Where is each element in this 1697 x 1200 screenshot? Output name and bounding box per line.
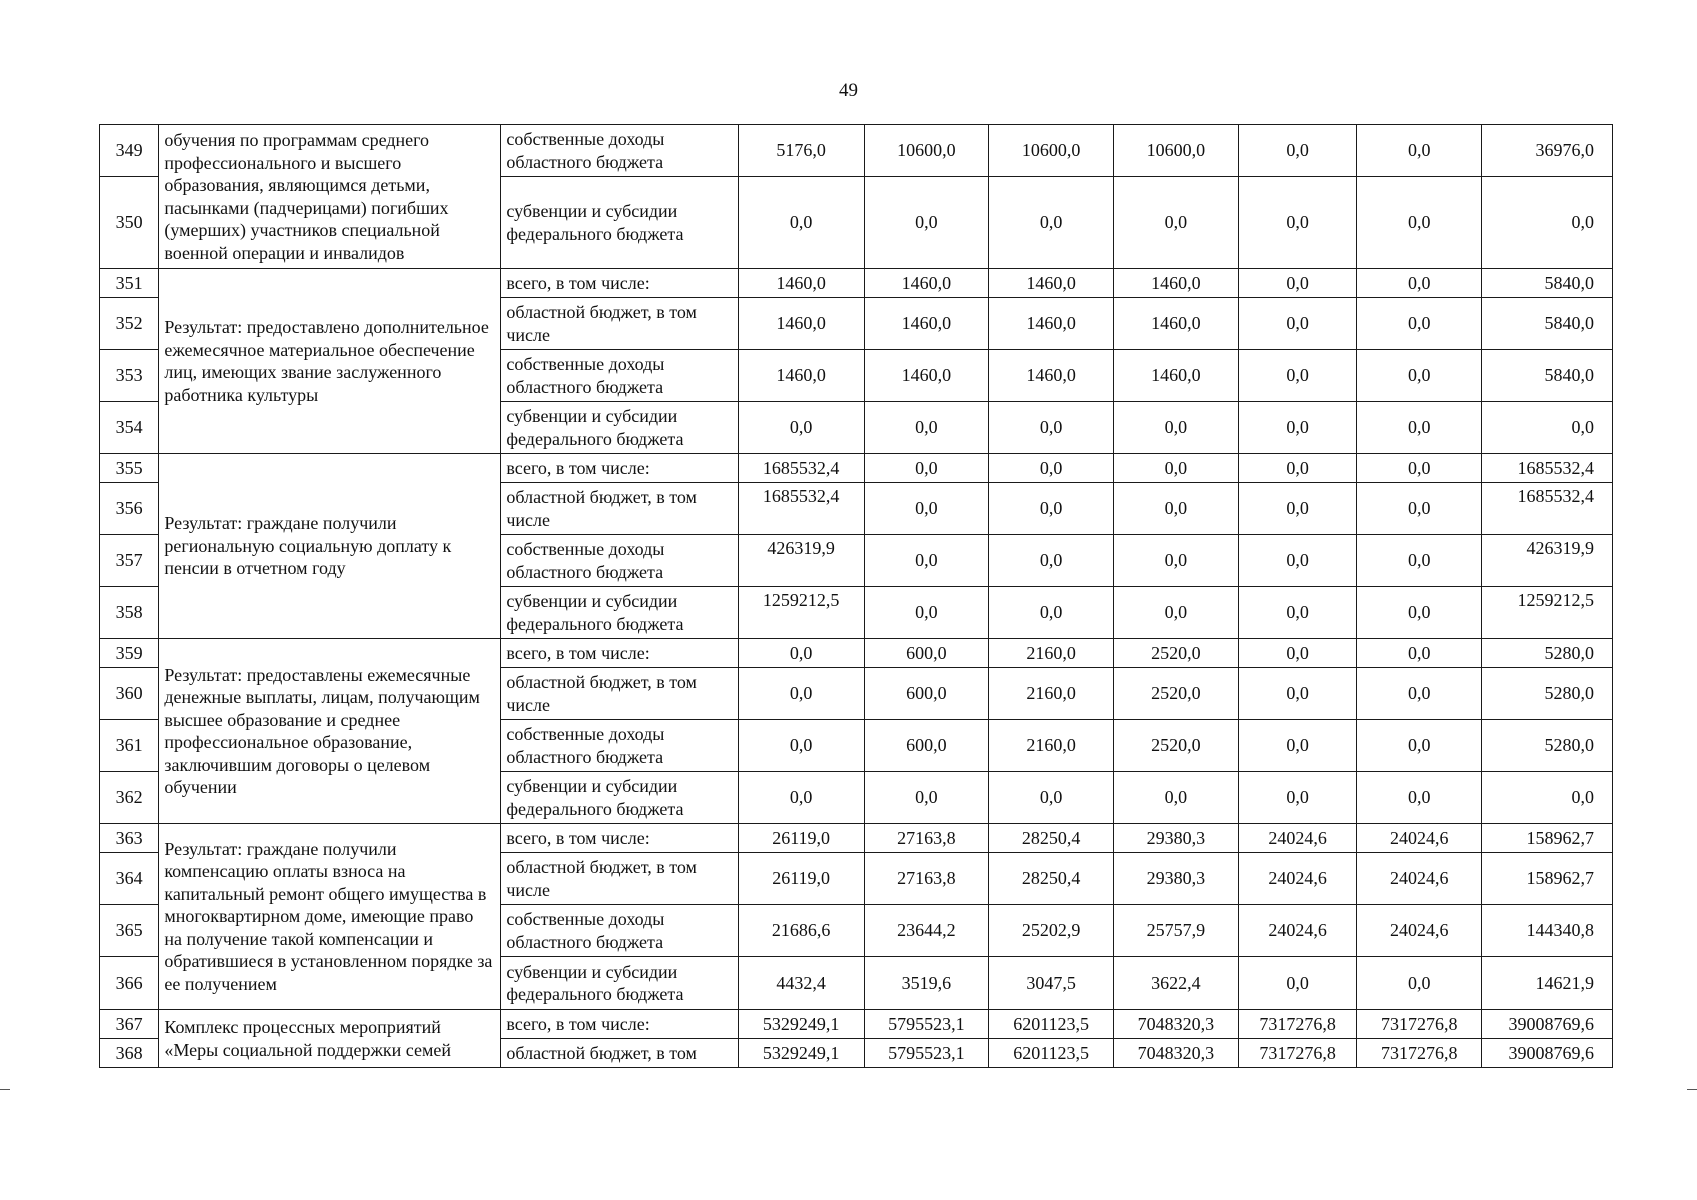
row-number: 355 — [100, 454, 159, 483]
value-cell: 26119,0 — [738, 853, 864, 905]
value-cell: 0,0 — [1238, 454, 1357, 483]
value-cell: 0,0 — [1238, 350, 1357, 402]
value-cell: 6201123,5 — [989, 1010, 1114, 1039]
page-number: 49 — [839, 80, 858, 101]
value-cell: 0,0 — [1113, 402, 1238, 454]
row-number: 352 — [100, 298, 159, 350]
value-cell: 0,0 — [1357, 454, 1482, 483]
measure-description: Результат: граждане получили компенсацию оплаты взноса на капитальный ремонт общего имущества в многоквартирном доме, имеющие право на получение такой компенсации и обратившиеся в установленном порядке за ее получением — [159, 824, 501, 1010]
value-cell: 7317276,8 — [1357, 1010, 1482, 1039]
value-cell: 1460,0 — [1113, 269, 1238, 298]
value-cell: 0,0 — [1357, 587, 1482, 639]
value-cell: 0,0 — [989, 483, 1114, 535]
value-cell: 0,0 — [738, 720, 864, 772]
row-number: 368 — [100, 1039, 159, 1068]
row-number: 354 — [100, 402, 159, 454]
row-number: 362 — [100, 772, 159, 824]
value-cell: 3622,4 — [1113, 957, 1238, 1010]
row-number: 366 — [100, 957, 159, 1010]
funding-source: всего, в том числе: — [501, 269, 738, 298]
value-cell: 158962,7 — [1482, 824, 1613, 853]
value-cell: 0,0 — [1238, 177, 1357, 269]
value-cell: 5329249,1 — [738, 1010, 864, 1039]
value-cell: 0,0 — [1238, 125, 1357, 177]
value-cell: 0,0 — [1238, 298, 1357, 350]
value-cell: 5840,0 — [1482, 350, 1613, 402]
value-cell: 0,0 — [1113, 772, 1238, 824]
row-number: 364 — [100, 853, 159, 905]
value-cell: 5840,0 — [1482, 298, 1613, 350]
value-cell: 600,0 — [864, 720, 989, 772]
value-cell: 5280,0 — [1482, 720, 1613, 772]
value-cell: 0,0 — [989, 454, 1114, 483]
value-cell: 0,0 — [1113, 535, 1238, 587]
value-cell: 0,0 — [989, 177, 1114, 269]
left-edge-mark — [0, 1089, 10, 1090]
budget-table — [99, 124, 1613, 1068]
value-cell: 158962,7 — [1482, 853, 1613, 905]
table-row — [100, 1010, 1613, 1039]
row-number: 357 — [100, 535, 159, 587]
value-cell: 0,0 — [864, 535, 989, 587]
value-cell: 24024,6 — [1357, 853, 1482, 905]
value-cell: 1460,0 — [989, 350, 1114, 402]
measure-description: обучения по программам среднего профессионального и высшего образования, являющимся детьми, пасынками (падчерицами) погибших (умерших) участников специальной военной операции и инвалидов — [159, 125, 501, 269]
funding-source: субвенции и субсидии федерального бюджета — [501, 957, 738, 1010]
value-cell: 24024,6 — [1238, 824, 1357, 853]
value-cell: 39008769,6 — [1482, 1010, 1613, 1039]
value-cell: 1685532,4 — [738, 483, 864, 535]
value-cell: 0,0 — [1357, 957, 1482, 1010]
value-cell: 2160,0 — [989, 668, 1114, 720]
value-cell: 0,0 — [1238, 720, 1357, 772]
value-cell: 1460,0 — [864, 269, 989, 298]
row-number: 359 — [100, 639, 159, 668]
value-cell: 24024,6 — [1357, 905, 1482, 957]
funding-source: субвенции и субсидии федерального бюджета — [501, 402, 738, 454]
value-cell: 0,0 — [1482, 772, 1613, 824]
value-cell: 2520,0 — [1113, 720, 1238, 772]
value-cell: 0,0 — [1482, 402, 1613, 454]
funding-source: субвенции и субсидии федерального бюджета — [501, 177, 738, 269]
value-cell: 25202,9 — [989, 905, 1114, 957]
table-row — [100, 824, 1613, 853]
funding-source: собственные доходы областного бюджета — [501, 125, 738, 177]
value-cell: 4432,4 — [738, 957, 864, 1010]
value-cell: 5795523,1 — [864, 1039, 989, 1068]
value-cell: 7317276,8 — [1238, 1010, 1357, 1039]
value-cell: 0,0 — [989, 587, 1114, 639]
value-cell: 1685532,4 — [1482, 483, 1613, 535]
measure-description: Результат: предоставлено дополнительное ежемесячное материальное обеспечение лиц, имеющих звание заслуженного работника культуры — [159, 269, 501, 454]
value-cell: 2520,0 — [1113, 639, 1238, 668]
value-cell: 5280,0 — [1482, 668, 1613, 720]
value-cell: 1460,0 — [738, 269, 864, 298]
right-edge-mark — [1687, 1089, 1697, 1090]
value-cell: 29380,3 — [1113, 824, 1238, 853]
value-cell: 0,0 — [1357, 269, 1482, 298]
value-cell: 2160,0 — [989, 639, 1114, 668]
value-cell: 27163,8 — [864, 824, 989, 853]
value-cell: 0,0 — [989, 535, 1114, 587]
value-cell: 0,0 — [738, 402, 864, 454]
value-cell: 1460,0 — [1113, 298, 1238, 350]
table-body — [100, 125, 1613, 1068]
value-cell: 28250,4 — [989, 824, 1114, 853]
value-cell: 0,0 — [738, 668, 864, 720]
funding-source: собственные доходы областного бюджета — [501, 535, 738, 587]
value-cell: 26119,0 — [738, 824, 864, 853]
funding-source: всего, в том числе: — [501, 454, 738, 483]
row-number: 358 — [100, 587, 159, 639]
funding-source: областной бюджет, в том числе — [501, 668, 738, 720]
row-number: 367 — [100, 1010, 159, 1039]
row-number: 361 — [100, 720, 159, 772]
value-cell: 39008769,6 — [1482, 1039, 1613, 1068]
funding-source: областной бюджет, в том числе — [501, 298, 738, 350]
value-cell: 6201123,5 — [989, 1039, 1114, 1068]
value-cell: 7317276,8 — [1238, 1039, 1357, 1068]
value-cell: 0,0 — [864, 772, 989, 824]
table-row — [100, 454, 1613, 483]
value-cell: 0,0 — [1113, 454, 1238, 483]
funding-source: собственные доходы областного бюджета — [501, 905, 738, 957]
value-cell: 0,0 — [1238, 483, 1357, 535]
value-cell: 14621,9 — [1482, 957, 1613, 1010]
value-cell: 0,0 — [1238, 402, 1357, 454]
row-number: 350 — [100, 177, 159, 269]
value-cell: 2520,0 — [1113, 668, 1238, 720]
value-cell: 0,0 — [1357, 125, 1482, 177]
value-cell: 0,0 — [1357, 177, 1482, 269]
row-number: 360 — [100, 668, 159, 720]
value-cell: 23644,2 — [864, 905, 989, 957]
measure-description: Результат: предоставлены ежемесячные денежные выплаты, лицам, получающим высшее образование и среднее профессиональное образование, заключившим договоры о целевом обучении — [159, 639, 501, 824]
value-cell: 600,0 — [864, 639, 989, 668]
value-cell: 0,0 — [864, 483, 989, 535]
value-cell: 0,0 — [738, 772, 864, 824]
value-cell: 0,0 — [1238, 535, 1357, 587]
funding-source: субвенции и субсидии федерального бюджета — [501, 587, 738, 639]
funding-source: всего, в том числе: — [501, 824, 738, 853]
value-cell: 1685532,4 — [738, 454, 864, 483]
funding-source: областной бюджет, в том числе — [501, 853, 738, 905]
funding-source: собственные доходы областного бюджета — [501, 720, 738, 772]
value-cell: 7048320,3 — [1113, 1010, 1238, 1039]
funding-source: собственные доходы областного бюджета — [501, 350, 738, 402]
value-cell: 0,0 — [864, 177, 989, 269]
value-cell: 29380,3 — [1113, 853, 1238, 905]
value-cell: 0,0 — [1357, 720, 1482, 772]
row-number: 356 — [100, 483, 159, 535]
value-cell: 0,0 — [1238, 772, 1357, 824]
value-cell: 24024,6 — [1238, 905, 1357, 957]
funding-source: всего, в том числе: — [501, 639, 738, 668]
value-cell: 5840,0 — [1482, 269, 1613, 298]
value-cell: 0,0 — [1113, 483, 1238, 535]
value-cell: 0,0 — [1482, 177, 1613, 269]
value-cell: 1460,0 — [989, 298, 1114, 350]
value-cell: 24024,6 — [1238, 853, 1357, 905]
value-cell: 426319,9 — [1482, 535, 1613, 587]
value-cell: 1685532,4 — [1482, 454, 1613, 483]
value-cell: 5280,0 — [1482, 639, 1613, 668]
value-cell: 0,0 — [1238, 639, 1357, 668]
value-cell: 1460,0 — [989, 269, 1114, 298]
value-cell: 3519,6 — [864, 957, 989, 1010]
value-cell: 5795523,1 — [864, 1010, 989, 1039]
table-row — [100, 639, 1613, 668]
value-cell: 10600,0 — [989, 125, 1114, 177]
row-number: 349 — [100, 125, 159, 177]
value-cell: 25757,9 — [1113, 905, 1238, 957]
value-cell: 1460,0 — [864, 298, 989, 350]
value-cell: 3047,5 — [989, 957, 1114, 1010]
funding-source: всего, в том числе: — [501, 1010, 738, 1039]
value-cell: 10600,0 — [864, 125, 989, 177]
value-cell: 426319,9 — [738, 535, 864, 587]
value-cell: 1460,0 — [864, 350, 989, 402]
funding-source: областной бюджет, в том — [501, 1039, 738, 1068]
value-cell: 0,0 — [1238, 668, 1357, 720]
table-row — [100, 269, 1613, 298]
value-cell: 10600,0 — [1113, 125, 1238, 177]
row-number: 351 — [100, 269, 159, 298]
value-cell: 0,0 — [738, 177, 864, 269]
value-cell: 5176,0 — [738, 125, 864, 177]
value-cell: 0,0 — [989, 772, 1114, 824]
value-cell: 21686,6 — [738, 905, 864, 957]
value-cell: 0,0 — [864, 587, 989, 639]
value-cell: 0,0 — [864, 454, 989, 483]
table-row — [100, 125, 1613, 177]
value-cell: 0,0 — [1357, 402, 1482, 454]
value-cell: 0,0 — [1238, 587, 1357, 639]
value-cell: 7048320,3 — [1113, 1039, 1238, 1068]
value-cell: 5329249,1 — [738, 1039, 864, 1068]
value-cell: 0,0 — [1113, 177, 1238, 269]
value-cell: 0,0 — [738, 639, 864, 668]
measure-description: Результат: граждане получили региональную социальную доплату к пенсии в отчетном году — [159, 454, 501, 639]
value-cell: 1460,0 — [1113, 350, 1238, 402]
value-cell: 0,0 — [864, 402, 989, 454]
value-cell: 0,0 — [1357, 668, 1482, 720]
value-cell: 24024,6 — [1357, 824, 1482, 853]
value-cell: 1460,0 — [738, 298, 864, 350]
funding-source: областной бюджет, в том числе — [501, 483, 738, 535]
value-cell: 1460,0 — [738, 350, 864, 402]
value-cell: 2160,0 — [989, 720, 1114, 772]
value-cell: 1259212,5 — [738, 587, 864, 639]
value-cell: 600,0 — [864, 668, 989, 720]
value-cell: 0,0 — [1357, 772, 1482, 824]
value-cell: 1259212,5 — [1482, 587, 1613, 639]
value-cell: 0,0 — [1357, 350, 1482, 402]
value-cell: 0,0 — [1113, 587, 1238, 639]
value-cell: 0,0 — [1357, 639, 1482, 668]
value-cell: 36976,0 — [1482, 125, 1613, 177]
row-number: 363 — [100, 824, 159, 853]
value-cell: 7317276,8 — [1357, 1039, 1482, 1068]
value-cell: 27163,8 — [864, 853, 989, 905]
value-cell: 144340,8 — [1482, 905, 1613, 957]
row-number: 353 — [100, 350, 159, 402]
value-cell: 0,0 — [1357, 483, 1482, 535]
value-cell: 0,0 — [989, 402, 1114, 454]
measure-description: Комплекс процессных мероприятий «Меры социальной поддержки семей — [159, 1010, 501, 1068]
value-cell: 0,0 — [1357, 298, 1482, 350]
row-number: 365 — [100, 905, 159, 957]
value-cell: 0,0 — [1238, 269, 1357, 298]
value-cell: 0,0 — [1238, 957, 1357, 1010]
value-cell: 0,0 — [1357, 535, 1482, 587]
funding-source: субвенции и субсидии федерального бюджета — [501, 772, 738, 824]
value-cell: 28250,4 — [989, 853, 1114, 905]
